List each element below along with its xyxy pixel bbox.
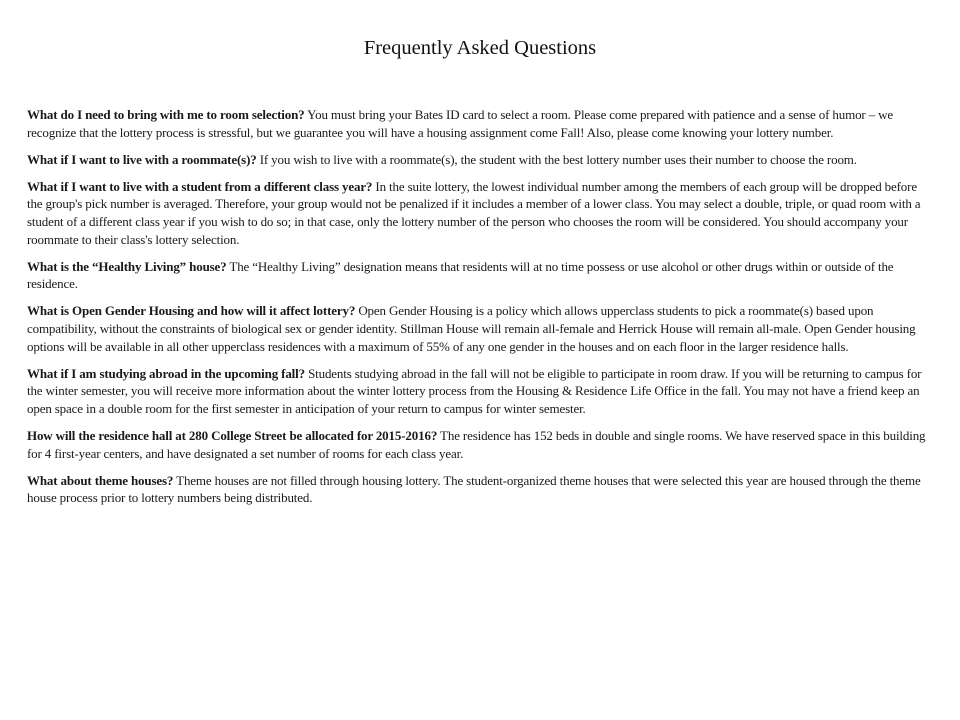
faq-question: What if I am studying abroad in the upcoming fall? [27, 365, 305, 381]
faq-item-different-class-year [27, 178, 933, 248]
faq-question: What is Open Gender Housing and how will it affect lottery? [27, 303, 356, 319]
faq-answer: In the suite lottery, the lowest individual number among the members of each group will be dropped before the group's pick number is averaged. Therefore, your group would not be penalized if it includes a member of a lower class. You may select a double, triple, or quad room with a student of a different class year if you wish to do so; in that case, only the lottery number of the person who chooses the room will be considered. You should accompany your roommate to their class's lottery selection. [27, 178, 921, 247]
faq-item-280-college-street [27, 427, 933, 462]
faq-item-study-abroad [27, 365, 933, 418]
faq-answer: Students studying abroad in the fall will not be eligible to participate in room draw. If you will be returning to campus for the winter semester, you will receive more information about the winter lottery process from the Housing & Residence Life Office in the fall. You may not have a friend keep an open space in a double room for the first semester in anticipation of your return to campus for winter semester. [27, 365, 922, 416]
faq-item-theme-houses [27, 472, 933, 507]
faq-answer: Open Gender Housing is a policy which allows upperclass students to pick a roommate(s) based upon compatibility, without the constraints of biological sex or gender identity. Stillman House will remain all-female and Herrick House will remain all-male. Open Gender housing options will be available in all other upperclass residences with a maximum of 55% of any one gender in the houses and on each floor in the larger residence halls. [27, 303, 916, 354]
faq-answer: The residence has 152 beds in double and single rooms. We have reserved space in this building for 4 first-year centers, and have designated a set number of rooms for each class year. [27, 427, 926, 461]
page-title: Frequently Asked Questions [363, 37, 597, 59]
faq-item-healthy-living [27, 258, 933, 293]
faq-answer: If you wish to live with a roommate(s), the student with the best lottery number uses their number to choose the room. [259, 151, 857, 167]
faq-list [27, 106, 933, 516]
faq-answer: The “Healthy Living” designation means that residents will at no time possess or use alcohol or other drugs within or outside of the residence. [27, 258, 894, 292]
faq-question: What about theme houses? [27, 472, 174, 488]
faq-question: What do I need to bring with me to room selection? [27, 107, 305, 122]
faq-item-roommate [27, 151, 933, 169]
faq-question: What is the “Healthy Living” house? [27, 258, 227, 274]
faq-item-room-selection [27, 106, 933, 141]
faq-item-open-gender-housing [27, 302, 933, 355]
faq-question: What if I want to live with a roommate(s)? [27, 151, 257, 167]
faq-answer: You must bring your Bates ID card to select a room. Please come prepared with patience and a sense of humor – we recognize that the lottery process is stressful, but we guarantee you will have a housing assignment come Fall! Also, please come knowing your lottery number. [27, 107, 894, 140]
faq-question: How will the residence hall at 280 College Street be allocated for 2015-2016? [27, 427, 438, 443]
faq-question: What if I want to live with a student from a different class year? [27, 178, 373, 194]
faq-answer: Theme houses are not filled through housing lottery. The student-organized theme houses that were selected this year are housed through the theme house process prior to lottery numbers being distributed. [27, 472, 921, 506]
